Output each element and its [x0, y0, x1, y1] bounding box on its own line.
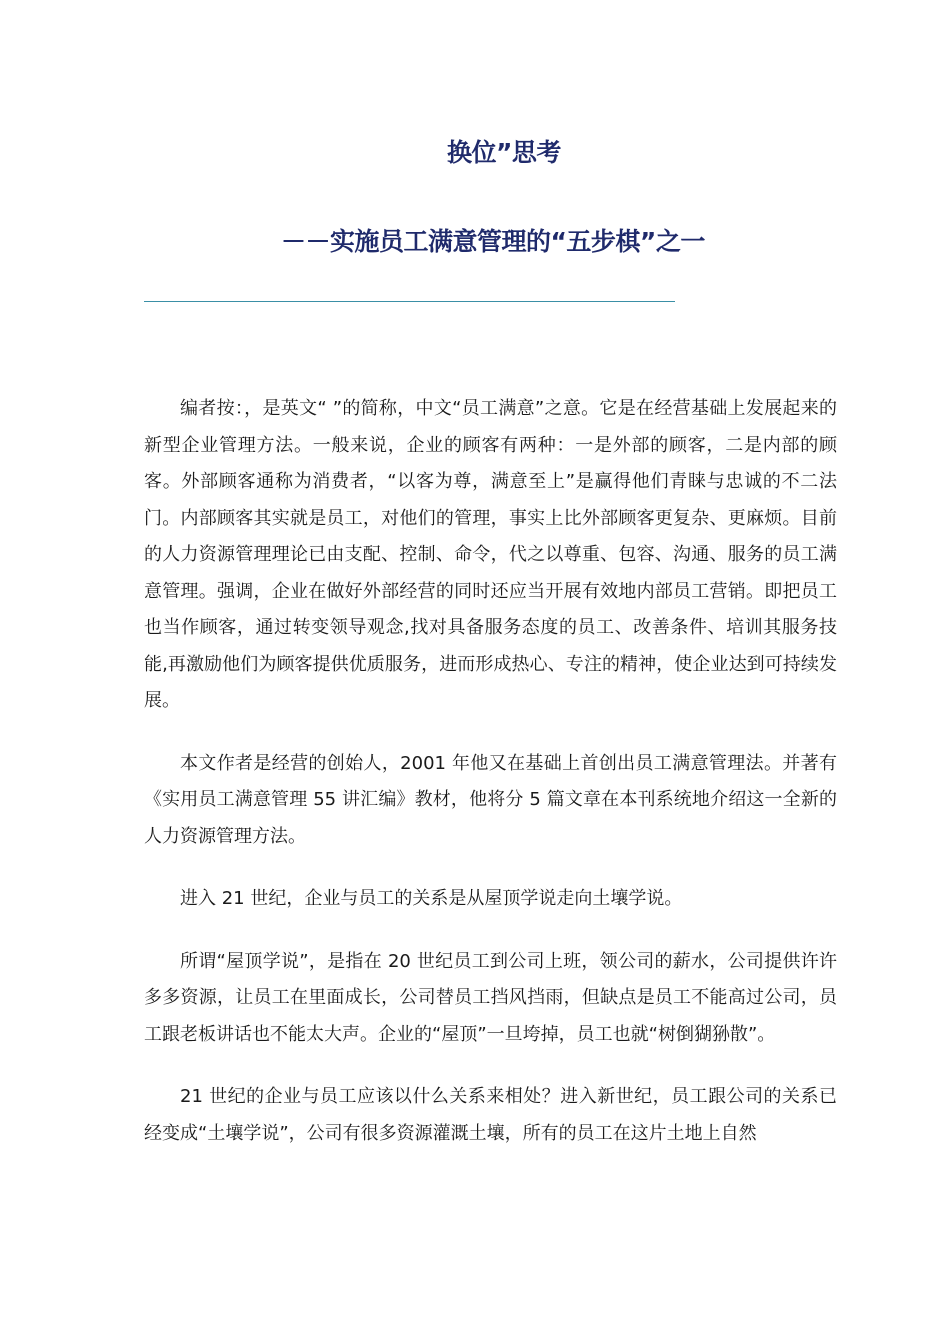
author-intro-paragraph: 本文作者是经营的创始人，2001 年他又在基础上首创出员工满意管理法。并著有《实用员工满意管理 55 讲汇编》教材，他将分 5 篇文章在本刊系统地介绍这一全新的人力资源管理方法。 — [144, 752, 837, 847]
body-paragraph: 所谓“屋顶学说”，是指在 20 世纪员工到公司上班，领公司的薪水，公司提供许许多多资源，让员工在里面成长，公司替员工挡风挡雨，但缺点是员工不能高过公司，员工跟老板讲话也不能太大声。企业的“屋顶”一旦垮掉，员工也就“树倒猢狲散”。 — [144, 950, 837, 1045]
body-paragraph: 进入 21 世纪，企业与员工的关系是从屋顶学说走向土壤学说。 — [180, 888, 683, 909]
document-subtitle: －－实施员工满意管理的“五步棋”之一 — [281, 227, 705, 256]
body-paragraph: 21 世纪的企业与员工应该以什么关系来相处？进入新世纪，员工跟公司的关系已经变成“土壤学说”，公司有很多资源灌溉土壤，所有的员工在这片土地上自然 — [144, 1086, 837, 1144]
document-body — [144, 391, 837, 1178]
document-title: 换位”思考 — [447, 138, 561, 167]
title-divider — [144, 301, 675, 302]
editor-note-paragraph: 编者按：，是英文“ ”的简称，中文“员工满意”之意。它是在经营基础上发展起来的新型企业管理方法。一般来说，企业的顾客有两种：一是外部的顾客，二是内部的顾客。外部顾客通称为消费者，“以客为尊，满意至上”是赢得他们青睐与忠诚的不二法门。内部顾客其实就是员工，对他们的管理，事实上比外部顾客更复杂、更麻烦。目前的人力资源管理理论已由支配、控制、命令，代之以尊重、包容、沟通、服务的员工满意管理。强调，企业在做好外部经营的同时还应当开展有效地内部员工营销。即把员工也当作顾客，通过转变领导观念,找对具备服务态度的员工、改善条件、培训其服务技能,再激励他们为顾客提供优质服务，进而形成热心、专注的精神，使企业达到可持续发展。 — [144, 398, 837, 711]
